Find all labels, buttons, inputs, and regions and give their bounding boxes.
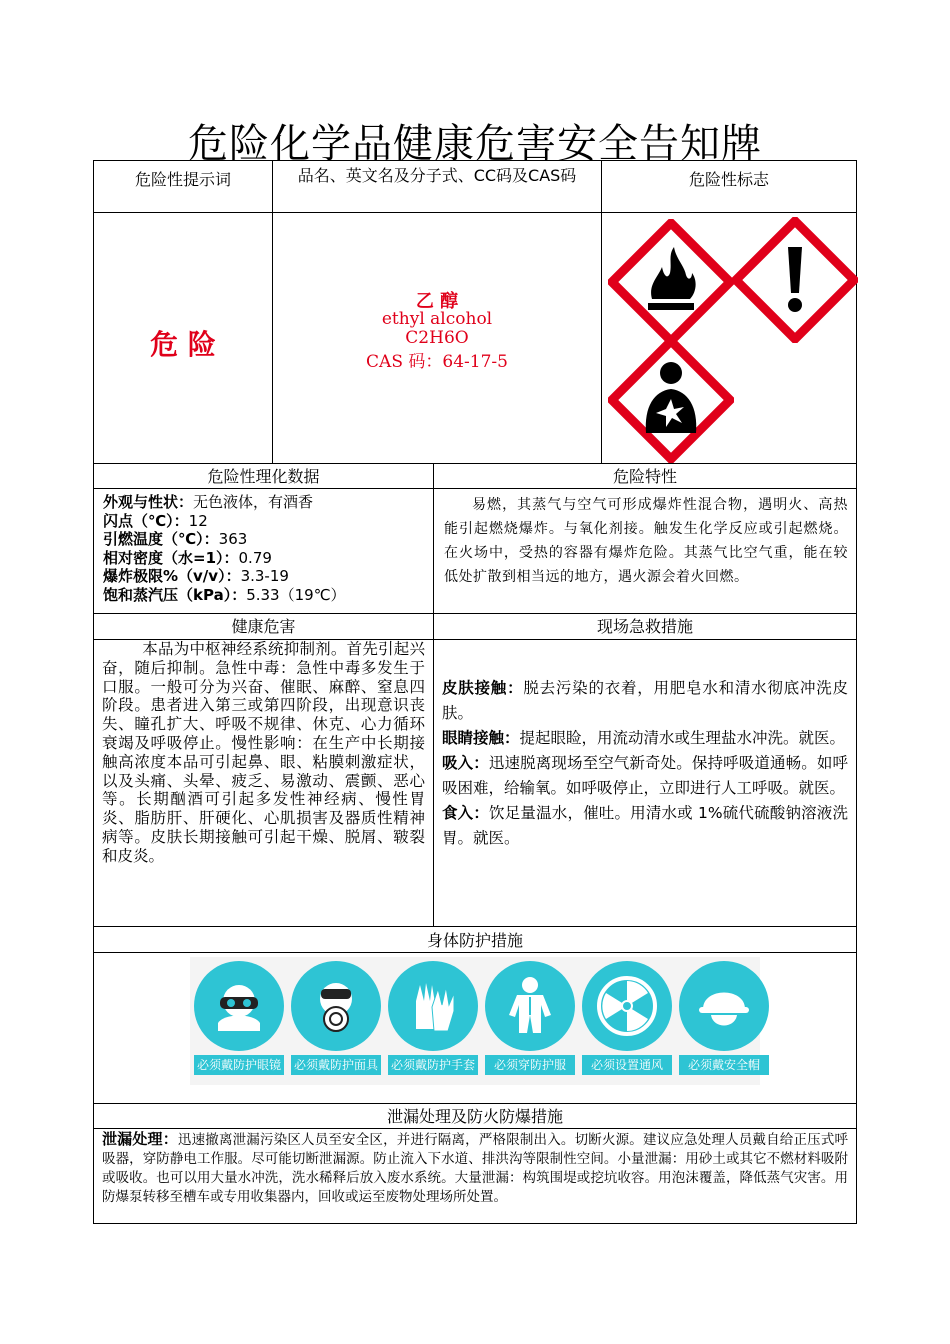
page-title: 危险化学品健康危害安全告知牌 [188,121,762,167]
goggles-icon [194,961,284,1051]
physchem-label: 爆炸极限%（v/v）： [103,567,241,585]
physchem-list [103,493,433,604]
signal-word: 危 险 [150,328,216,361]
header-hazard-props: 危险特性 [433,463,857,489]
physchem-label: 闪点（℃）： [103,511,189,530]
hazard-props-text: 易燃，其蒸气与空气可形成爆炸性混合物，遇明火、高热能引起燃烧爆炸。与氧化剂接。触发生化学反应或引起燃烧。在火场中，受热的容器有爆炸危险。其蒸气比空气重，能在较低处扩散到相当远的地方，遇火源会着火回燃。 [433,488,857,614]
first-aid-item [442,726,848,751]
first-aid-text: 迅速脱离现场至空气新奇处。保持呼吸道通畅。如呼吸困难，给输氧。如呼吸停止，立即进行人工呼吸。就医。 [442,754,848,797]
respirator-icon [291,961,381,1051]
physchem-value: 3.3-19 [240,567,289,585]
first-aid-label: 吸入： [442,754,489,772]
signal-word-cell [93,212,273,464]
first-aid-item [442,751,848,801]
first-aid-label: 食入： [442,804,490,822]
ppe-caption: 必须戴防护手套 [388,1055,478,1075]
ppe-panel [190,957,760,1085]
physchem-row [103,512,433,531]
header-health: 健康危害 [93,613,434,640]
ppe-cell [93,952,857,1104]
ppe-sign [582,961,672,1075]
first-aid-text: 提起眼睑，用流动清水或生理盐水冲洗。就医。 [519,729,846,747]
header-spill: 泄漏处理及防火防爆措施 [93,1103,857,1129]
ppe-sign [679,961,769,1075]
first-aid-list [442,676,848,851]
physchem-label: 引燃温度（℃）： [103,530,219,548]
physchem-row [103,567,433,586]
header-name-info: 品名、英文名及分子式、CC码及CAS码 [272,160,602,213]
physchem-row [103,586,433,605]
ventilation-icon [582,961,672,1051]
physchem-row [103,549,433,568]
flame-icon [608,219,734,345]
header-physchem: 危险性理化数据 [93,463,434,489]
physchem-row [103,530,433,549]
header-hazard-symbol: 危险性标志 [601,160,857,213]
first-aid-label: 皮肤接触： [442,679,524,697]
chemical-en-name: ethyl alcohol [381,309,493,329]
physchem-label: 饱和蒸汽压（kPa）： [103,585,247,604]
physchem-cell [93,488,434,614]
physchem-value: 363 [218,530,248,548]
helmet-icon [679,961,769,1051]
spill-cell [93,1128,857,1224]
protective-suit-icon [485,961,575,1051]
first-aid-cell [433,639,857,927]
ppe-sign [485,961,575,1075]
first-aid-item [442,676,848,726]
ppe-caption: 必须戴防护面具 [291,1055,381,1075]
ppe-caption: 必须戴安全帽 [679,1055,769,1075]
chemical-cn-name: 乙 醇 [415,291,459,312]
health-text: 本品为中枢神经系统抑制剂。首先引起兴奋，随后抑制。急性中毒：急性中毒多发生于口服。一般可分为兴奋、催眠、麻醉、窒息四阶段。患者进入第三或第四阶段，出现意识丧失、瞳孔扩大、呼吸不规律、休克、心力循环衰竭及呼吸停止。慢性影响：在生产中长期接触高浓度本品可引起鼻、眼、粘膜刺激症状，以及头痛、头晕、疲乏、易激动、震颤、恶心等。长期酗酒可引起多发性神经病、慢性胃炎、脂肪肝、肝硬化、心肌损害及器质性精神病等。皮肤长期接触可引起干燥、脱屑、皲裂和皮炎。 [93,639,434,927]
chemical-info-cell [272,212,602,464]
health-hazard-icon [608,337,734,463]
first-aid-label: 眼睛接触： [442,729,520,747]
spill-label: 泄漏处理： [102,1130,178,1148]
ppe-caption: 必须戴防护眼镜 [194,1055,284,1075]
header-signal-word: 危险性提示词 [93,160,273,213]
physchem-label: 外观与性状： [103,493,194,511]
exclamation-icon [732,217,858,343]
ppe-sign [388,961,478,1075]
physchem-value: 0.79 [238,548,272,567]
hazard-symbol-cell [601,212,857,464]
header-first-aid: 现场急救措施 [433,613,857,640]
ppe-sign [194,961,284,1075]
first-aid-text: 饮足量温水，催吐。用清水或 1%硫代硫酸钠溶液洗胃。就医。 [442,804,848,847]
chemical-cas: CAS 码：64-17-5 [366,352,508,372]
first-aid-text: 脱去污染的衣着，用肥皂水和清水彻底冲洗皮肤。 [442,679,848,722]
chemical-formula: C2H6O [405,328,469,348]
gloves-icon [388,961,478,1051]
physchem-label: 相对密度（水=1）： [103,548,239,567]
physchem-row [103,493,433,512]
physchem-value: 12 [188,511,208,530]
ppe-caption: 必须设置通风 [582,1055,672,1075]
ppe-sign [291,961,381,1075]
ppe-caption: 必须穿防护服 [485,1055,575,1075]
physchem-value: 5.33（19℃） [246,585,346,604]
physchem-value: 无色液体，有酒香 [193,493,314,511]
first-aid-item [442,801,848,851]
spill-text: 迅速撤离泄漏污染区人员至安全区，并进行隔离，严格限制出入。切断火源。建议应急处理人员戴自给正压式呼吸器，穿防静电工作服。尽可能切断泄漏源。防止流入下水道、排洪沟等限制性空间。小量泄漏：用砂土或其它不燃材料吸附或吸收。也可以用大量水冲洗，洗水稀释后放入废水系统。大量泄漏：构筑围堤或挖坑收容。用泡沫覆盖，降低蒸气灾害。用防爆泵转移至槽车或专用收集器内，回收或运至废物处理场所处置。 [102,1132,848,1205]
header-ppe: 身体防护措施 [93,926,857,953]
